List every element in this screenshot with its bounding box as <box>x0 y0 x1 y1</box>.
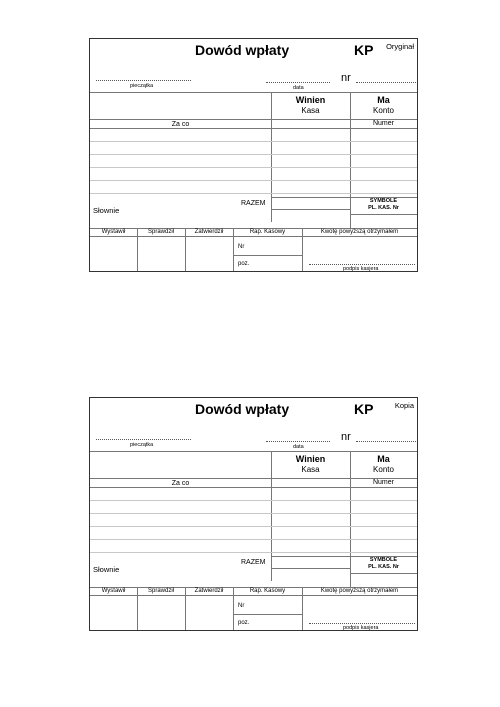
symbols-line <box>350 573 417 574</box>
credit-sub: Konto <box>373 106 394 115</box>
receipt-slip-copy <box>89 397 418 631</box>
slip-title: Dowód wpłaty <box>195 401 290 417</box>
date-label: data <box>293 444 304 450</box>
nr-label: nr <box>341 72 351 84</box>
nr-line[interactable] <box>356 441 416 442</box>
approved-label: Zatwierdził <box>194 588 224 594</box>
symbols-line1: SYMBOLE <box>369 557 398 563</box>
total-bottom-line <box>271 209 350 210</box>
total-label: RAZEM <box>241 200 266 207</box>
item-row-line <box>90 526 417 527</box>
words-label: Słownie <box>93 206 120 215</box>
symbols-line2: PL. KAS. Nr <box>368 564 399 570</box>
item-row-line <box>90 513 417 514</box>
credit-title: Ma <box>377 454 390 464</box>
checked-label: Sprawdził <box>147 588 174 594</box>
slip-title: Dowód wpłaty <box>195 42 290 58</box>
item-row-line <box>90 154 417 155</box>
symbols-label <box>350 198 417 212</box>
cash-report-label: Rap. Kasowy <box>249 588 286 594</box>
number-label: Numer <box>372 479 394 486</box>
item-row-line <box>90 539 417 540</box>
report-split-line <box>233 255 302 256</box>
item-row-line <box>90 552 417 553</box>
symbols-line2: PL. KAS. Nr <box>368 205 399 211</box>
issued-label: Wystawił <box>101 229 126 235</box>
stamp-line <box>96 80 191 81</box>
item-row-line <box>90 487 417 488</box>
received-label: Kwotę powyższą otrzymałem <box>320 588 399 594</box>
report-nr-label: Nr <box>238 603 245 609</box>
symbols-line <box>350 214 417 215</box>
symbols-label <box>350 557 417 571</box>
nr-line[interactable] <box>356 82 416 83</box>
debit-title: Winien <box>295 95 326 105</box>
copy-type-label: Kopia <box>394 401 414 410</box>
credit-sub: Konto <box>373 465 394 474</box>
received-label: Kwotę powyższą otrzymałem <box>320 229 399 235</box>
cashier-signature-label: podpis kasjera <box>343 266 379 272</box>
report-nr-label: Nr <box>238 244 245 250</box>
slip-code: KP <box>354 42 374 58</box>
purpose-label: Za co <box>171 480 190 487</box>
date-label: data <box>293 85 304 91</box>
receipt-slip-original <box>89 38 418 272</box>
item-row-line <box>90 128 417 129</box>
signature-header-line <box>90 236 417 237</box>
words-label: Słownie <box>93 565 120 574</box>
debit-sub: Kasa <box>301 106 320 115</box>
header-top-line <box>90 451 417 452</box>
cashier-signature-line[interactable] <box>309 623 415 624</box>
cash-report-label: Rap. Kasowy <box>249 229 286 235</box>
report-pos-label: poz. <box>238 620 250 626</box>
cashier-signature-label: podpis kasjera <box>343 625 379 631</box>
slip-code: KP <box>354 401 374 417</box>
signature-header-line <box>90 595 417 596</box>
checked-label: Sprawdził <box>147 229 174 235</box>
total-label: RAZEM <box>241 559 266 566</box>
stamp-label: pieczątka <box>130 83 154 89</box>
stamp-label: pieczątka <box>130 442 154 448</box>
stamp-line <box>96 439 191 440</box>
item-row-line <box>90 500 417 501</box>
nr-label: nr <box>341 431 351 443</box>
report-pos-label: poz. <box>238 261 250 267</box>
header-top-line <box>90 92 417 93</box>
item-row-line <box>90 193 417 194</box>
item-row-line <box>90 141 417 142</box>
report-split-line <box>233 614 302 615</box>
approved-label: Zatwierdził <box>194 229 224 235</box>
number-label: Numer <box>372 120 394 127</box>
debit-sub: Kasa <box>301 465 320 474</box>
item-row-line <box>90 167 417 168</box>
item-row-line <box>90 180 417 181</box>
date-line[interactable] <box>266 82 330 83</box>
debit-title: Winien <box>295 454 326 464</box>
purpose-label: Za co <box>171 121 190 128</box>
date-line[interactable] <box>266 441 330 442</box>
total-bottom-line <box>271 568 350 569</box>
symbols-line1: SYMBOLE <box>369 198 398 204</box>
credit-title: Ma <box>377 95 390 105</box>
cashier-signature-line[interactable] <box>309 264 415 265</box>
copy-type-label: Oryginał <box>386 42 414 51</box>
issued-label: Wystawił <box>101 588 126 594</box>
